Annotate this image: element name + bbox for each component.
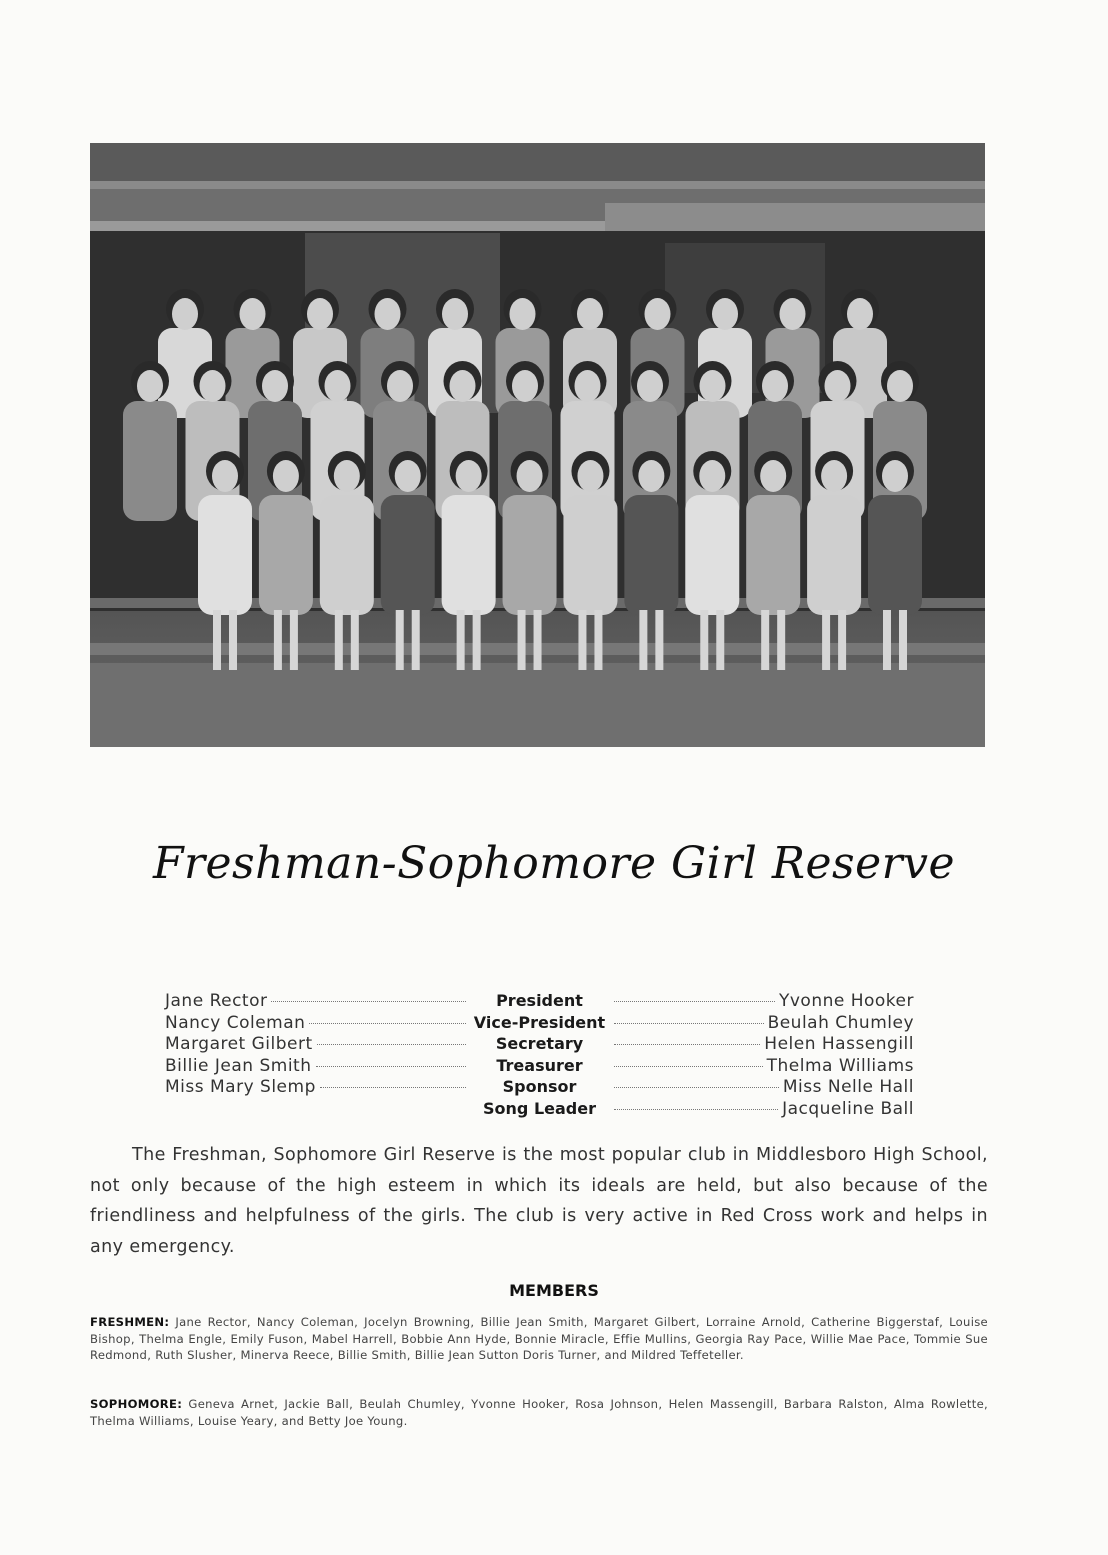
officer-row [165,990,914,1012]
person-leg [213,610,221,670]
officer-name-right: Jacqueline Ball [782,1098,914,1119]
officers-table [165,990,914,1119]
person-face [882,460,908,492]
person-body [198,495,252,615]
person-leg [777,610,785,670]
person-leg [838,610,846,670]
person-leg [761,610,769,670]
person-face [137,370,163,402]
person-body [123,401,177,521]
person-body [381,495,435,615]
officer-role: President [496,991,583,1010]
person-leg [639,610,647,670]
officer-row [165,1055,914,1077]
person-face [821,460,847,492]
person-leg [457,610,465,670]
person-leg [883,610,891,670]
leader-dots [614,1087,779,1088]
leader-dots [614,1066,763,1067]
person-face [762,370,788,402]
person-face [325,370,351,402]
person-face [510,298,536,330]
freshmen-list [90,1314,988,1364]
leader-dots [317,1044,466,1045]
person-leg [655,610,663,670]
officer-row [165,1012,914,1034]
leader-dots [320,1087,466,1088]
officer-role: Sponsor [502,1077,577,1096]
person-leg [700,610,708,670]
person-face [637,370,663,402]
person-face [780,298,806,330]
person-leg [534,610,542,670]
person-body [320,495,374,615]
person-face [450,370,476,402]
leader-dots [614,1023,764,1024]
person-face [577,298,603,330]
freshmen-label: FRESHMEN: [90,1315,170,1329]
sophomore-names: Geneva Arnet, Jackie Ball, Beulah Chumley, Yvonne Hooker, Rosa Johnson, Helen Massengill, Barbara Ralston, Alma Rowlette, Thelma Williams, Louise Yeary, and Betty Joe Young. [90,1397,988,1428]
person-body [868,495,922,615]
person-body [624,495,678,615]
officer-role: Treasurer [496,1055,583,1075]
person-leg [335,610,343,670]
officer-name-right: Yvonne Hooker [778,991,914,1011]
officer-name-right: Helen Hassengill [764,1034,914,1054]
person-face [375,298,401,330]
club-description: The Freshman, Sophomore Girl Reserve is the most popular club in Middlesboro High School, not only because of the high esteem in which its ideals are held, but also because of the friendliness and helpfulness of the girls. The club is very active in Red Cross work and helps in any emergency. [90,1145,988,1257]
person-face [307,298,333,330]
person-face [456,460,482,492]
person-face [262,370,288,402]
person-body [807,495,861,615]
officer-name-right: Beulah Chumley [767,1012,914,1033]
person-face [517,460,543,492]
person-leg [594,610,602,670]
person-body [685,495,739,615]
person-face [212,460,238,492]
leader-dots [614,1001,775,1002]
person-face [240,298,266,330]
person-face [638,460,664,492]
person-face [825,370,851,402]
person-body [563,495,617,615]
officer-name-right: Thelma Williams [766,1055,914,1076]
person-face [847,298,873,330]
person-body [746,495,800,615]
group-photo-illustration [90,143,985,747]
officer-row [165,1098,914,1120]
officer-role: Vice-President [473,1012,606,1032]
sophomore-label: SOPHOMORE: [90,1397,183,1411]
leader-dots [614,1109,779,1110]
person-body [503,495,557,615]
person-leg [473,610,481,670]
officer-row [165,1033,914,1055]
person-body [259,495,313,615]
person-face [334,460,360,492]
officer-name-right: Miss Nelle Hall [782,1077,914,1097]
leader-dots [316,1066,466,1067]
person-face [575,370,601,402]
person-body [442,495,496,615]
person-leg [578,610,586,670]
officer-name-left: Miss Mary Slemp [165,1077,316,1097]
person-face [442,298,468,330]
person-leg [518,610,526,670]
page-title: Freshman-Sophomore Girl Reserve [152,838,956,889]
officer-role: Secretary [495,1034,584,1053]
sophomore-list [90,1396,988,1429]
person-leg [899,610,907,670]
person-face [712,298,738,330]
members-heading: MEMBERS [509,1281,599,1300]
officer-role: Song Leader [483,1098,596,1118]
person-leg [229,610,237,670]
person-face [395,460,421,492]
person-leg [396,610,404,670]
leader-dots [309,1023,465,1024]
freshmen-names: Jane Rector, Nancy Coleman, Jocelyn Browning, Billie Jean Smith, Margaret Gilbert, Lorraine Arnold, Catherine Biggerstaf, Louise Bishop, Thelma Engle, Emily Fuson, Mabel Harrell, Bobbie Ann Hyde, Bonnie Miracle, Effie Mullins, Georgia Ray Pace, Willie Mae Pace, Tommie Sue Redmond, Ruth Slusher, Minerva Reece, Billie Smith, Billie Jean Sutton Doris Turner, and Mildred Teffeteller. [90,1315,988,1362]
person-leg [412,610,420,670]
officer-row [165,1076,914,1098]
leader-dots [271,1001,465,1002]
person-leg [274,610,282,670]
person-face [512,370,538,402]
person-face [887,370,913,402]
person-face [577,460,603,492]
group-photo [90,143,985,747]
person-face [200,370,226,402]
person-face [645,298,671,330]
person-leg [716,610,724,670]
person-face [387,370,413,402]
person-leg [351,610,359,670]
person-face [700,370,726,402]
person-leg [822,610,830,670]
officer-name-left: Jane Rector [165,991,268,1011]
person-face [699,460,725,492]
person-face [273,460,299,492]
person-face [760,460,786,492]
person-leg [290,610,298,670]
officer-name-left: Billie Jean Smith [165,1055,312,1076]
leader-dots [614,1044,761,1045]
person-face [172,298,198,330]
officer-name-left: Margaret Gilbert [165,1034,313,1054]
officer-name-left: Nancy Coleman [165,1012,306,1033]
